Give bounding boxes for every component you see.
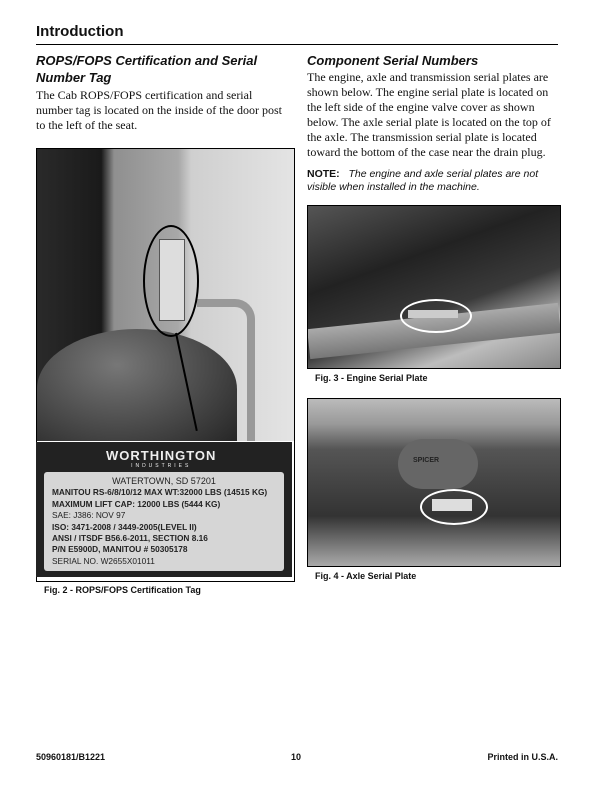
tag-line: SAE: J386: NOV 97 bbox=[52, 510, 126, 521]
figure-3-caption: Fig. 3 - Engine Serial Plate bbox=[315, 373, 428, 383]
note bbox=[307, 168, 559, 194]
component-heading: Component Serial Numbers bbox=[307, 53, 479, 68]
rops-heading: ROPS/FOPS Certification and Serial Number Tag bbox=[36, 53, 258, 85]
tag-line: WATERTOWN, SD 57201 bbox=[112, 476, 216, 486]
certification-tag-closeup bbox=[36, 442, 292, 577]
axle-housing bbox=[398, 439, 478, 489]
note-label: NOTE: bbox=[307, 168, 340, 180]
engine-serial-plate bbox=[408, 310, 458, 318]
handrail-shape bbox=[197, 299, 255, 441]
tag-line: ISO: 3471-2008 / 3449-2005(LEVEL II) bbox=[52, 521, 197, 532]
tag-line: MAXIMUM LIFT CAP: 12000 LBS (5444 KG) bbox=[52, 498, 221, 509]
doc-number: 50960181/B1221 bbox=[36, 752, 106, 762]
tag-plate bbox=[44, 472, 284, 571]
printed-in: Printed in U.S.A. bbox=[487, 752, 558, 762]
section-title: Introduction bbox=[36, 23, 124, 40]
worthington-logo: WORTHINGTON INDUSTRIES bbox=[106, 448, 217, 469]
figure-2-caption: Fig. 2 - ROPS/FOPS Certification Tag bbox=[44, 585, 201, 595]
engine-photo bbox=[307, 205, 561, 369]
figure-4-caption: Fig. 4 - Axle Serial Plate bbox=[315, 571, 417, 581]
spicer-label: SPICER bbox=[413, 457, 440, 464]
component-body: The engine, axle and transmission serial plates are shown below. The engine serial plate is located on the left side of the engine valve cover as shown below. The axle serial plate is located on the top of the axle. The transmission serial plate is located toward the bottom of the case near the drain plug. bbox=[307, 70, 551, 159]
note-text: The engine and axle serial plates are not visible when installed in the machine. bbox=[307, 168, 539, 193]
rops-body: The Cab ROPS/FOPS certification and serial number tag is located on the inside of the door post to the left of the seat. bbox=[36, 88, 282, 132]
tag-line: SERIAL NO. W2655X01011 bbox=[52, 555, 155, 566]
door-post-photo bbox=[37, 149, 294, 441]
tag-line: ANSI / ITSDF B56.6-2011, SECTION 8.16 bbox=[52, 533, 208, 544]
tag-line: P/N E5900D, MANITOU # 50305178 bbox=[52, 544, 188, 555]
highlight-circle bbox=[143, 225, 199, 337]
axle-photo bbox=[307, 398, 561, 567]
tag-line: MANITOU RS-6/8/10/12 MAX WT:32000 LBS (14515 KG) bbox=[52, 487, 268, 498]
page-number: 10 bbox=[291, 752, 302, 762]
header-rule bbox=[36, 44, 558, 45]
axle-serial-plate bbox=[432, 499, 472, 511]
